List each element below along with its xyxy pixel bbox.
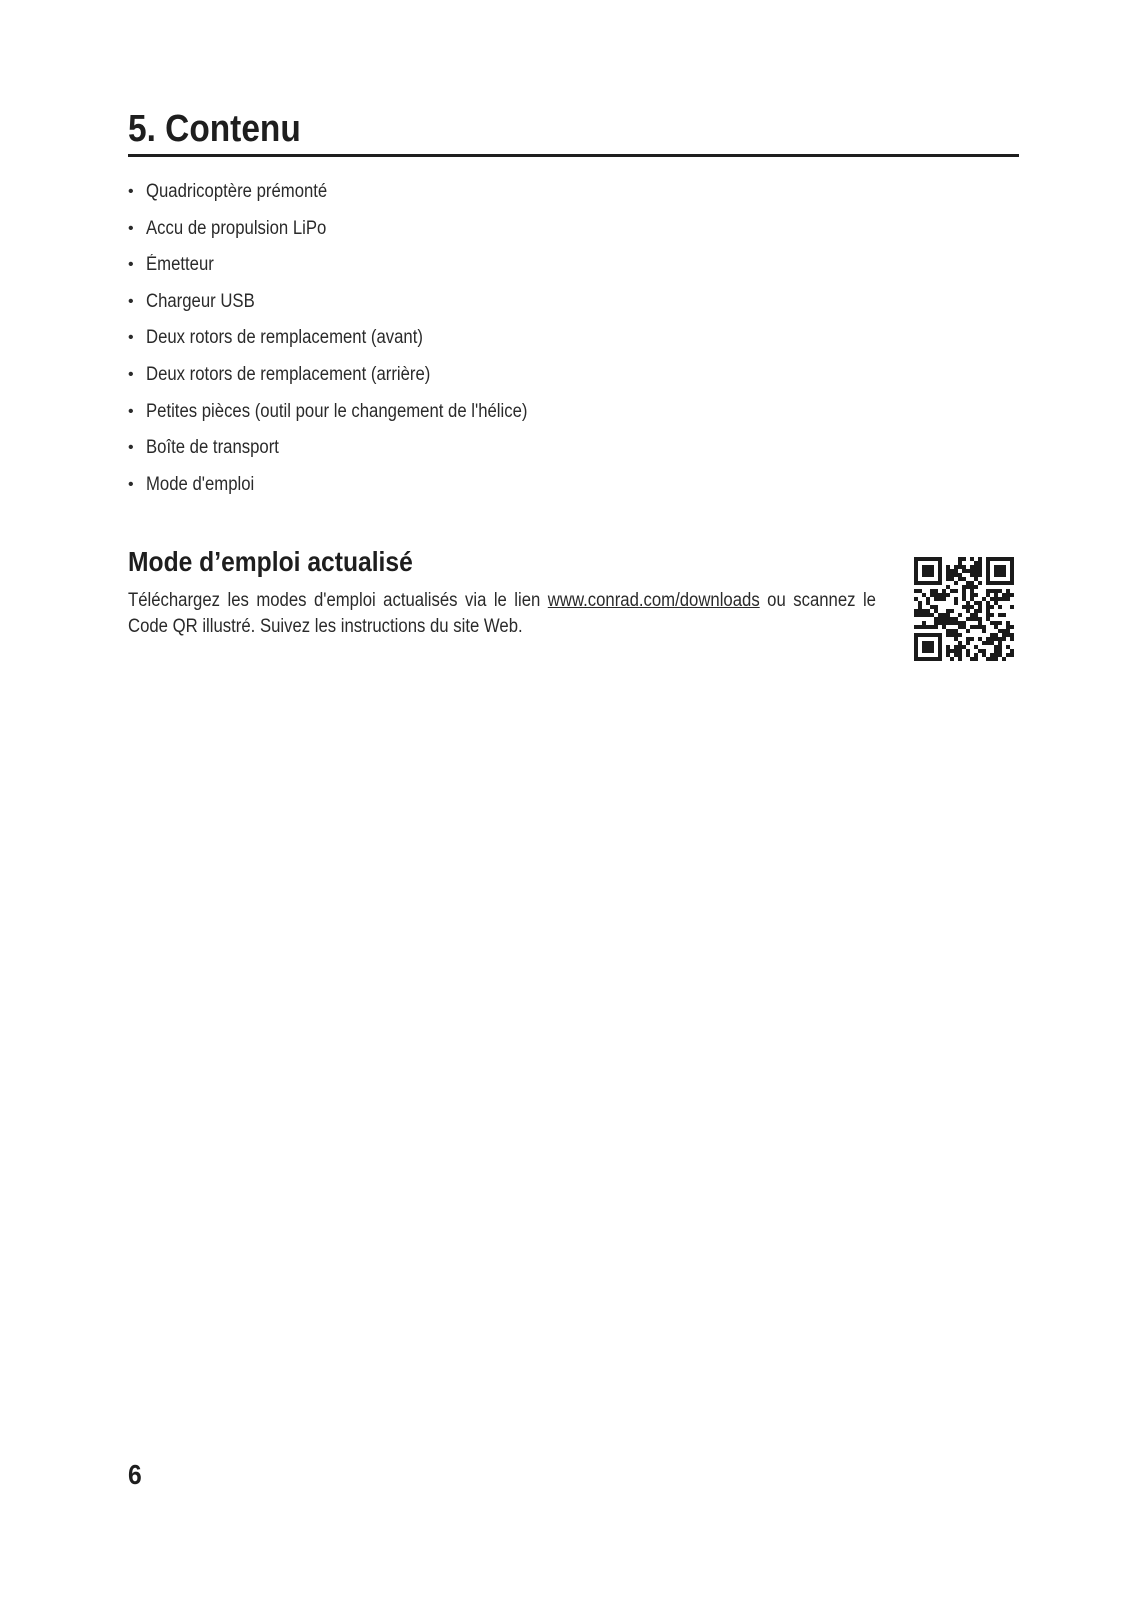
list-item-text: Émetteur bbox=[146, 254, 214, 276]
update-text-after: ou scannez le Code QR illustré. Suivez les instructions du site Web. bbox=[128, 590, 876, 637]
list-item bbox=[128, 361, 579, 398]
list-item-text: Quadricoptère prémonté bbox=[146, 181, 328, 202]
bullet: • bbox=[128, 183, 134, 200]
download-link[interactable]: www.conrad.com/downloads bbox=[547, 590, 760, 611]
list-item bbox=[128, 434, 579, 471]
list-item-text: Boîte de transport bbox=[146, 437, 279, 459]
list-item bbox=[128, 251, 579, 288]
list-item-text: Chargeur USB bbox=[146, 290, 255, 312]
list-item-text: Accu de propulsion LiPo bbox=[146, 217, 327, 239]
update-section-title: Mode d’emploi actualisé bbox=[128, 546, 413, 577]
page-number: 6 bbox=[128, 1459, 142, 1490]
list-item bbox=[128, 288, 579, 325]
bullet: • bbox=[128, 292, 134, 310]
bullet: • bbox=[128, 329, 134, 347]
bullet: • bbox=[128, 219, 134, 237]
qr-code-icon[interactable] bbox=[914, 557, 1014, 661]
bullet: • bbox=[128, 475, 134, 493]
bullet: • bbox=[128, 365, 134, 383]
update-paragraph bbox=[128, 588, 876, 640]
bullet: • bbox=[128, 256, 134, 274]
list-item-text: Deux rotors de remplacement (arrière) bbox=[146, 363, 431, 385]
bullet: • bbox=[128, 439, 134, 457]
list-item bbox=[128, 178, 579, 215]
list-item bbox=[128, 215, 579, 252]
section-title: 5. Contenu bbox=[128, 108, 301, 150]
bullet: • bbox=[128, 402, 134, 420]
update-text-before: Téléchargez les modes d'emploi actualisés via le lien bbox=[128, 590, 548, 611]
list-item-text: Petites pièces (outil pour le changement de l'hélice) bbox=[146, 400, 528, 422]
list-item bbox=[128, 324, 579, 361]
list-item bbox=[128, 471, 579, 508]
title-divider bbox=[128, 154, 1019, 157]
list-item-text: Mode d'emploi bbox=[146, 473, 255, 495]
list-item bbox=[128, 398, 579, 435]
list-item-text: Deux rotors de remplacement (avant) bbox=[146, 327, 423, 349]
contents-list bbox=[128, 178, 579, 507]
